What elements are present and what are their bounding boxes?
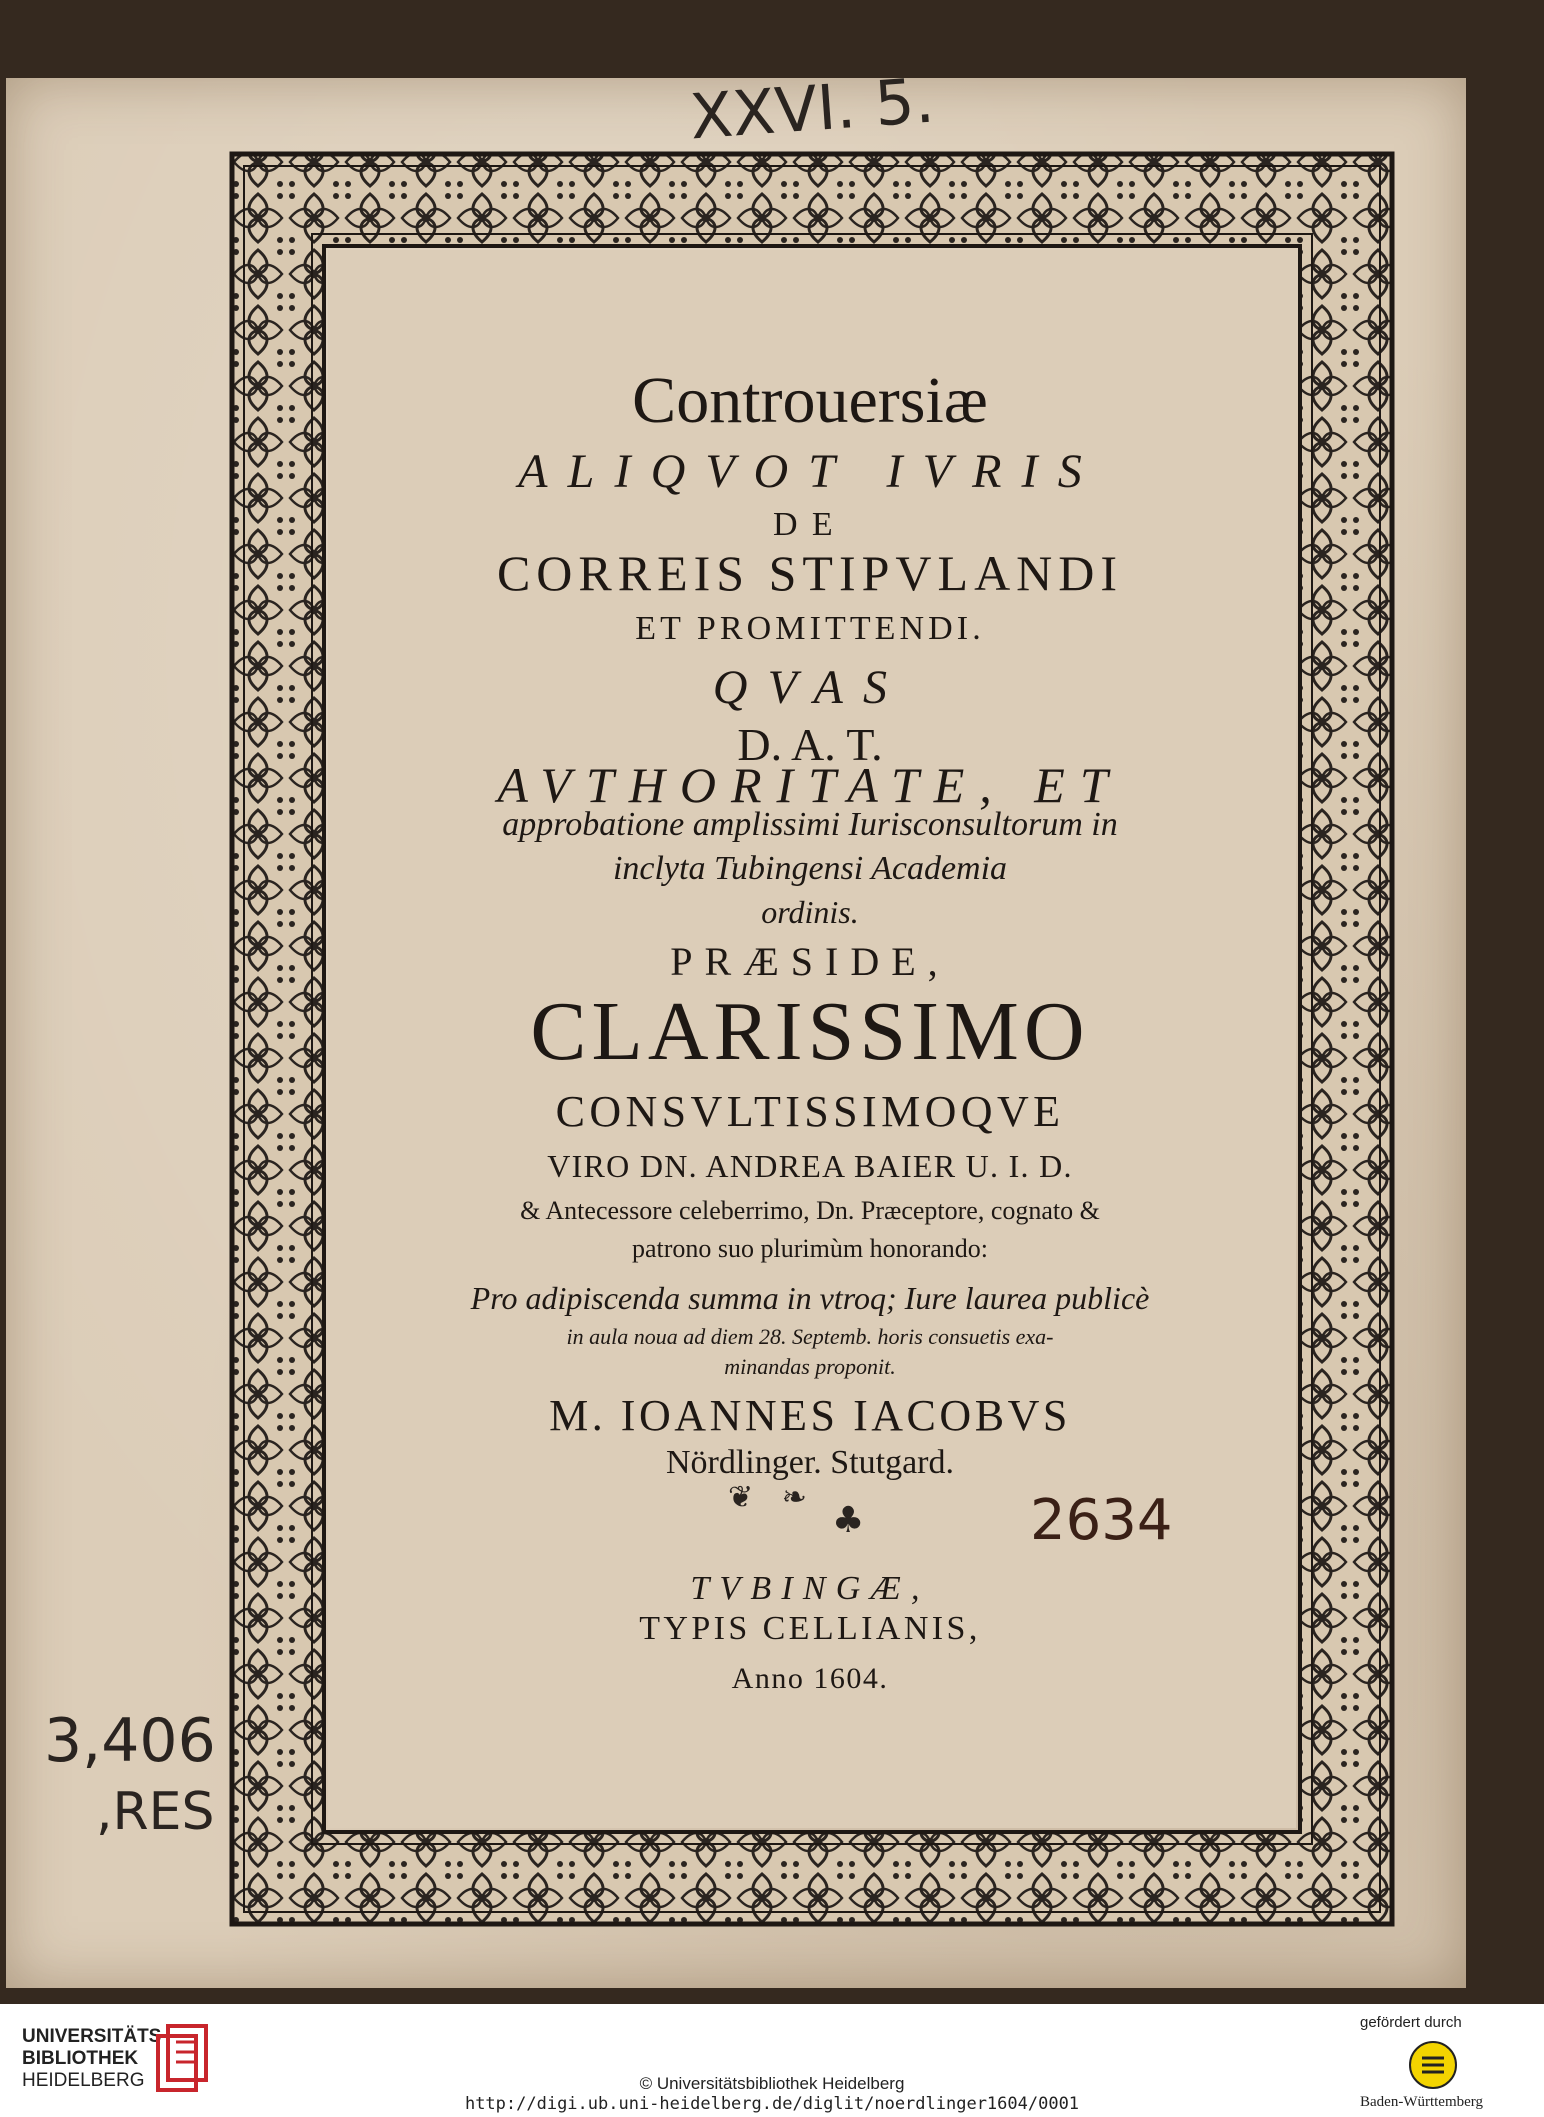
text-line: minandas proponit.	[724, 1354, 896, 1379]
text-line: QVAS	[712, 661, 908, 714]
imprint-line: TVBINGÆ,	[690, 1570, 930, 1607]
text-line: PRÆSIDE,	[670, 939, 950, 984]
permalink[interactable]: http://digi.ub.uni-heidelberg.de/diglit/noerdlinger1604/0001	[464, 2094, 1080, 2114]
text-line: AVTHORITATE, ET	[497, 757, 1123, 813]
date-line: Anno 1604.	[731, 1662, 889, 1695]
text-line: CLARISSIMO	[530, 985, 1090, 1078]
library-name: UNIVERSITÄTS- BIBLIOTHEK	[22, 2026, 168, 2069]
author-line: M. IOANNES IACOBVS	[549, 1391, 1071, 1440]
text-line: & Antecessore celeberrimo, Dn. Præceptore, cognato &	[520, 1196, 1100, 1225]
text-line: in aula noua ad diem 28. Septemb. horis consuetis exa-	[566, 1324, 1054, 1349]
copyright-text: © Universitätsbibliothek Heidelberg	[639, 2074, 905, 2093]
sponsor-name: Baden-Württemberg	[1360, 2094, 1484, 2110]
text-line: D. A. T.	[737, 719, 883, 770]
title-line: Controuersiæ	[632, 364, 988, 437]
text-line: VIRO DN. ANDREA BAIER U. I. D.	[547, 1148, 1073, 1184]
subtitle-line: ALIQVOT IVRIS	[518, 445, 1102, 498]
author-line: Nördlinger. Stutgard.	[665, 1444, 955, 1481]
text-line: patrono suo plurimùm honorando:	[631, 1234, 988, 1263]
fleuron-icon: ❦ ❧	[728, 1480, 807, 1515]
handwritten-number: 2634	[1030, 1488, 1173, 1553]
text-line: Pro adipiscenda summa in vtroq; Iure laurea publicè	[470, 1280, 1150, 1316]
text-line: approbatione amplissimi Iurisconsultorum in	[502, 806, 1118, 843]
footer	[0, 2004, 1544, 2117]
handwritten-shelfmark-side: 3,406	[44, 1706, 216, 1776]
fleuron-icon: ♣	[832, 1500, 865, 1541]
text-line: DE	[773, 506, 847, 543]
sponsor-label: gefördert durch	[1360, 2014, 1462, 2031]
handwritten-shelfmark: XXVI. 5.	[687, 63, 937, 154]
state-coat-of-arms-icon	[1408, 2040, 1458, 2090]
text-line: CORREIS STIPVLANDI	[496, 545, 1124, 601]
text-line: inclyta Tubingensi Academia	[612, 850, 1008, 887]
imprint-line: TYPIS CELLIANIS,	[639, 1610, 981, 1647]
text-line: CONSVLTISSIMOQVE	[555, 1087, 1065, 1136]
text-line: ET PROMITTENDI.	[635, 610, 985, 647]
library-name-city: HEIDELBERG	[22, 2070, 145, 2091]
text-line: ordinis.	[761, 894, 859, 930]
handwritten-shelfmark-side: ,RES	[96, 1782, 215, 1842]
